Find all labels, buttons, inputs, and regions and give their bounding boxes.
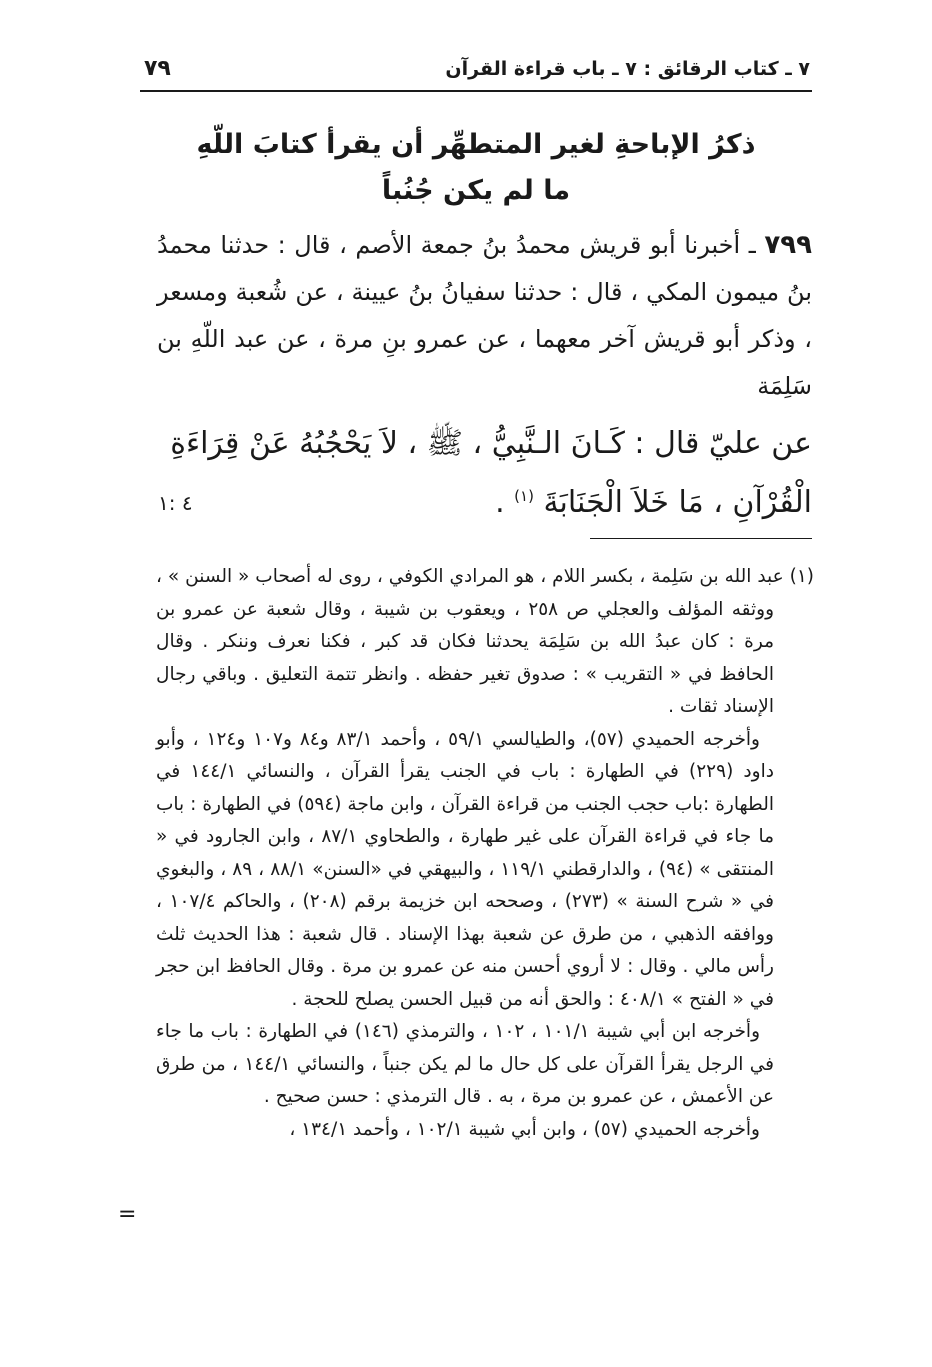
- matn-end: .: [495, 485, 515, 520]
- source-reference: ٤ :١: [158, 491, 193, 515]
- running-header: [140, 56, 812, 92]
- matn-line-2-wrap: [140, 470, 812, 529]
- footnote-1-text: عبد الله بن سَلِمة ، بكسر اللام ، هو المرادي الكوفي ، روى له أصحاب « السنن » ، ووثقه المؤلف والعجلي ص ٢٥٨ ، ويعقوب بن شيبة ، وقال شعبة عن عمرو بن مرة : كان عبدُ الله بن سَلِمَة يحدثنا فكان قد كبر ، فكنا نعرف وننكر . وقال الحافظ في « التقريب » : صدوق تغير حفظه . وانظر تتمة التعليق . وباقي رجال الإسناد ثقات .: [156, 566, 784, 717]
- footnote-separator: [590, 538, 812, 539]
- heading-line-1: ذكرُ الإباحةِ لغير المتطهِّر أن يقرأ كتابَ اللّهِ: [196, 129, 756, 160]
- footnote-paragraph-4: وأخرجه الحميدي (٥٧) ، وابن أبي شيبة ١٠٢/١ ، وأحمد ١٣٤/١ ،: [289, 1118, 760, 1140]
- footnote-1-marker: (١): [789, 566, 814, 587]
- footnote-paragraph-3: وأخرجه ابن أبي شيبة ١٠١/١ ، ١٠٢ ، والترمذي (١٤٦) في الطهارة : باب ما جاء في الرجل يقرأ القرآن على كل حال ما لم يكن جنباً ، والنسائي ١٤٤/١ ، من طرق عن الأعمش ، عن عمرو بن مرة ، به . قال الترمذي : حسن صحيح .: [156, 1021, 774, 1107]
- section-heading: [140, 122, 812, 214]
- hadith-number: ٧٩٩: [764, 230, 812, 260]
- footnotes: [156, 561, 814, 1146]
- footnote-1: [156, 561, 814, 724]
- matn-line-1: عن عليّ قال : كَـانَ الـنَّبِيُّ ، ﷺ ، لاَ يَحْجُبُهُ عَنْ قِرَاءَةِ: [170, 426, 812, 461]
- continuation-mark: =: [118, 1202, 137, 1227]
- isnad-text: ـ أخبرنا أبو قريش محمدُ بنُ جمعة الأصم ، قال : حدثنا محمدُ بنُ ميمون المكي ، قال : حدثنا سفيانُ بنُ عيينة ، عن شُعبة ومسعر ، وذكر أبو قريش آخر معهما ، عن عمرو بنِ مرة ، عن عبد اللّهِ بن سَلِمَة: [157, 231, 812, 400]
- hadith-isnad: [157, 222, 812, 410]
- footnote-reference: (١): [514, 487, 534, 505]
- hadith-matn: [140, 418, 812, 529]
- page-number: ٧٩: [144, 56, 171, 81]
- heading-line-2: ما لم يكن جُنُباً: [381, 175, 571, 206]
- matn-line-2: الْقُرْآنِ ، مَا خَلاَ الْجَنَابَةَ: [543, 485, 812, 520]
- footnote-paragraph-2: وأخرجه الحميدي (٥٧)، والطيالسي ٥٩/١ ، وأحمد ٨٣/١ و٨٤ و١٠٧ و١٢٤ ، وأبو داود (٢٢٩) في الطهارة : باب في الجنب يقرأ القرآن ، والنسائي ١٤٤/١ في الطهارة :باب حجب الجنب من قراءة القرآن ، وابن ماجة (٥٩٤) في الطهارة : باب ما جاء في قراءة القرآن على غير طهارة ، والطحاوي ٨٧/١ ، وابن الجارود في « المنتقى » (٩٤) ، والدارقطني ١١٩/١ ، والبيهقي في «السنن» ٨٨/١ ، ٨٩ ، والبغوي في « شرح السنة » (٢٧٣) ، وصححه ابن خزيمة برقم (٢٠٨) ، والحاكم ١٠٧/٤ ، ووافقه الذهبي ، من طرق عن شعبة بهذا الإسناد . قال شعبة : هذا الحديث ثلث رأس مالي . وقال : لا أروي أحسن منه عن عمرو بن مرة . وقال الحافظ ابن حجر في « الفتح » ٤٠٨/١ : والحق أنه من قبيل الحسن يصلح للحجة .: [156, 728, 774, 1010]
- running-title: ٧ ـ كتاب الرقائق : ٧ ـ باب قراءة القرآن: [445, 58, 810, 80]
